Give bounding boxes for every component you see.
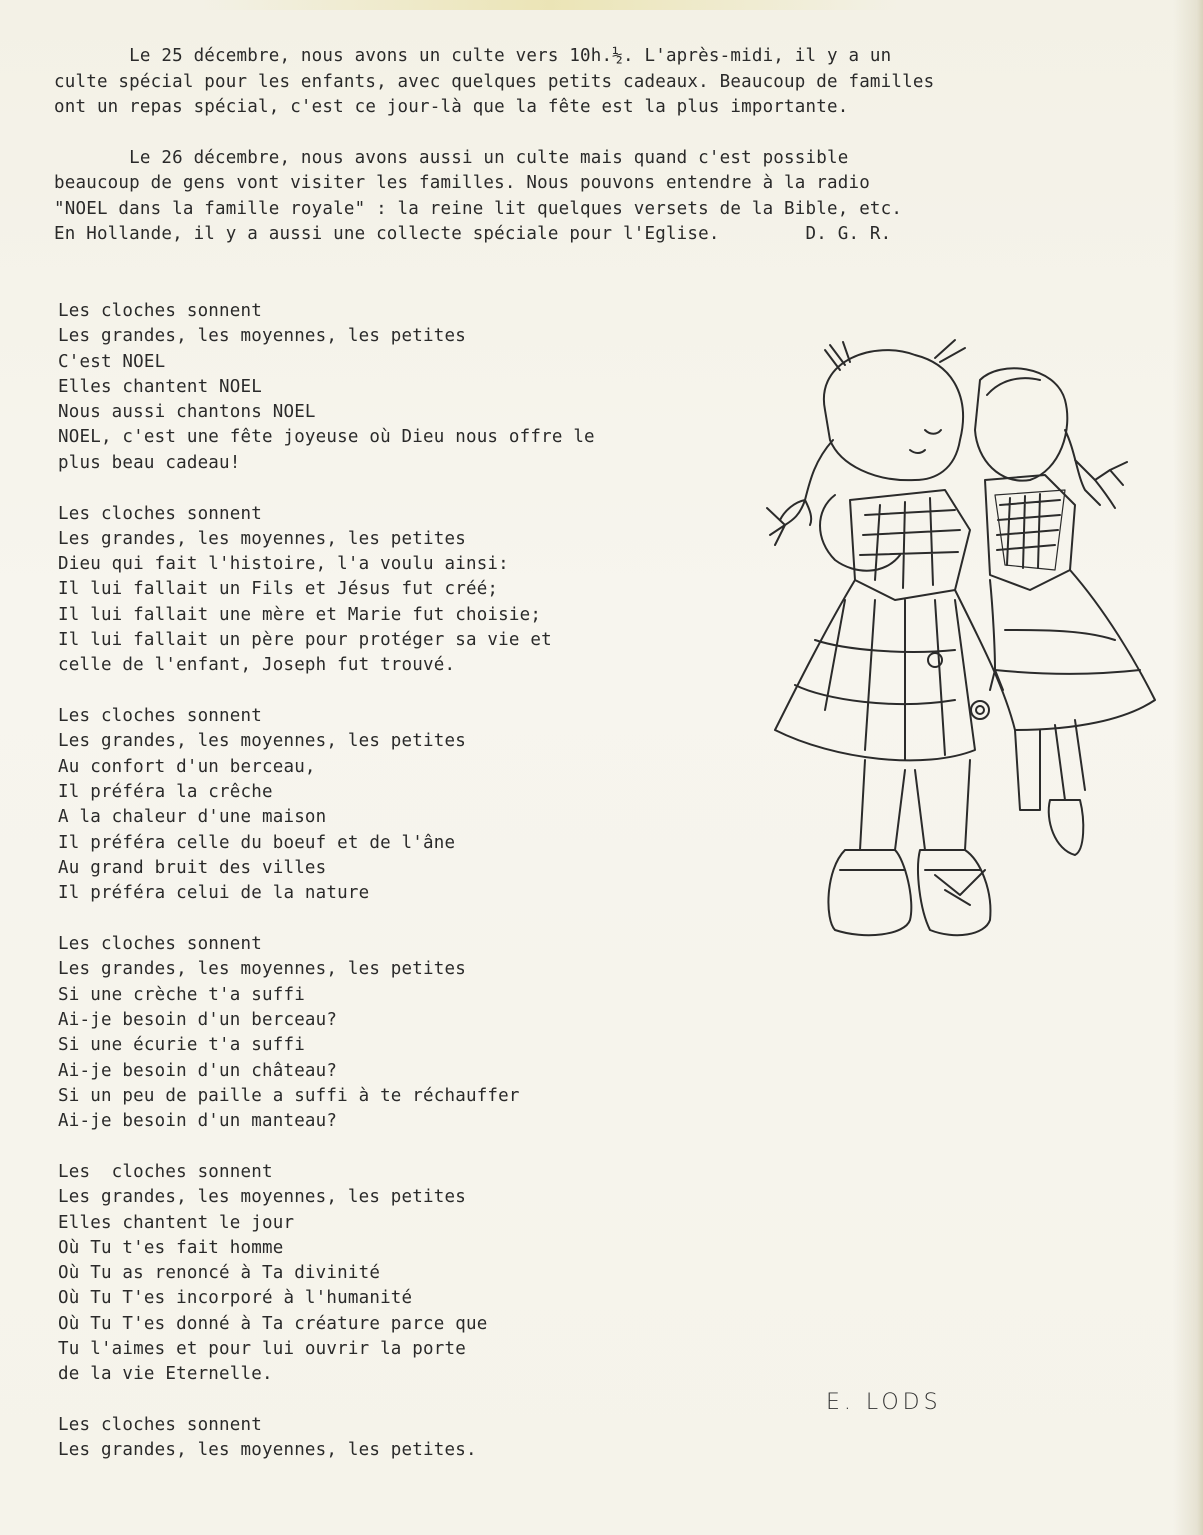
poem-line: Il lui fallait un Fils et Jésus fut créé;	[58, 579, 499, 600]
poem-line: Il lui fallait un père pour protéger sa vie et	[58, 630, 552, 651]
poem-line: Au confort d'un berceau,	[58, 756, 316, 777]
intro-line: culte spécial pour les enfants, avec quelques petits cadeaux. Beaucoup de familles	[54, 71, 935, 92]
poem-line: Où Tu T'es donné à Ta créature parce que	[58, 1313, 488, 1334]
intro-paragraph-2	[54, 146, 1054, 248]
poem-line: Les grandes, les moyennes, les petites.	[58, 1440, 477, 1461]
intro-line: Le 25 décembre, nous avons un culte vers 10h.½. L'après-midi, il y a un	[54, 46, 892, 66]
poem-line: Il préféra celle du boeuf et de l'âne	[58, 832, 456, 853]
poem-line: Nous aussi chantons NOEL	[58, 402, 316, 423]
poem-line: Si une crèche t'a suffi	[58, 984, 305, 1005]
poem-line: Elles chantent le jour	[58, 1212, 295, 1233]
poem-line: Ai-je besoin d'un château?	[58, 1060, 338, 1081]
poem-line: C'est NOEL	[58, 351, 166, 372]
poem-stanza-1	[58, 299, 698, 476]
poem-line: NOEL, c'est une fête joyeuse où Dieu nous offre le	[58, 427, 595, 448]
poem	[58, 299, 698, 1489]
poem-line: Les cloches sonnent	[58, 1161, 273, 1182]
intro-line: En Hollande, il y a aussi une collecte spéciale pour l'Eglise. D. G. R.	[54, 224, 892, 244]
poem-line: Si une écurie t'a suffi	[58, 1035, 305, 1056]
poem-line: Les cloches sonnent	[58, 1415, 262, 1436]
poem-line: Ai-je besoin d'un berceau?	[58, 1009, 338, 1030]
poem-line: Les grandes, les moyennes, les petites	[58, 326, 466, 347]
poem-stanza-4	[58, 932, 698, 1134]
paper-stain	[200, 0, 900, 10]
paper-edge	[1173, 0, 1203, 1535]
poem-line: Ai-je besoin d'un manteau?	[58, 1111, 338, 1132]
intro-text	[54, 44, 1054, 248]
poem-stanza-6	[58, 1413, 698, 1464]
intro-line: "NOEL dans la famille royale" : la reine lit quelques versets de la Bible, etc.	[54, 198, 903, 219]
intro-line: ont un repas spécial, c'est ce jour-là que la fête est la plus importante.	[54, 97, 849, 117]
poem-line: Les grandes, les moyennes, les petites	[58, 528, 466, 549]
poem-line: Les cloches sonnent	[58, 301, 262, 321]
poem-line: de la vie Eternelle.	[58, 1364, 273, 1385]
poem-line: Il préféra celui de la nature	[58, 883, 370, 904]
poem-line: Dieu qui fait l'histoire, l'a voulu ainsi:	[58, 554, 509, 575]
intro-line: Le 26 décembre, nous avons aussi un culte mais quand c'est possible	[54, 147, 849, 168]
signature: E. LODS	[826, 1390, 942, 1415]
poem-line: Les cloches sonnent	[58, 706, 262, 727]
poem-line: Les grandes, les moyennes, les petites	[58, 959, 466, 980]
poem-line: Si un peu de paille a suffi à te réchauffer	[58, 1085, 520, 1106]
poem-stanza-2	[58, 502, 698, 679]
two-children-hugging-drawing	[755, 330, 1165, 980]
poem-line: Il préféra la crêche	[58, 782, 273, 803]
poem-line: Au grand bruit des villes	[58, 857, 327, 878]
intro-line: beaucoup de gens vont visiter les familles. Nous pouvons entendre à la radio	[54, 173, 870, 193]
poem-line: A la chaleur d'une maison	[58, 807, 327, 828]
poem-line: Où Tu T'es incorporé à l'humanité	[58, 1288, 413, 1309]
poem-line: Où Tu t'es fait homme	[58, 1237, 284, 1258]
poem-line: plus beau cadeau!	[58, 452, 241, 473]
poem-line: Les grandes, les moyennes, les petites	[58, 731, 466, 752]
poem-stanza-5	[58, 1160, 698, 1388]
poem-line: Elles chantent NOEL	[58, 376, 262, 397]
poem-line: Les cloches sonnent	[58, 934, 262, 955]
poem-stanza-3	[58, 704, 698, 906]
poem-line: Les cloches sonnent	[58, 503, 262, 524]
poem-line: Où Tu as renoncé à Ta divinité	[58, 1263, 381, 1284]
poem-line: Les grandes, les moyennes, les petites	[58, 1187, 466, 1208]
poem-line: Il lui fallait une mère et Marie fut choisie;	[58, 604, 542, 625]
intro-paragraph-1	[54, 44, 1054, 121]
poem-line: Tu l'aimes et pour lui ouvrir la porte	[58, 1338, 466, 1359]
poem-line: celle de l'enfant, Joseph fut trouvé.	[58, 655, 456, 676]
